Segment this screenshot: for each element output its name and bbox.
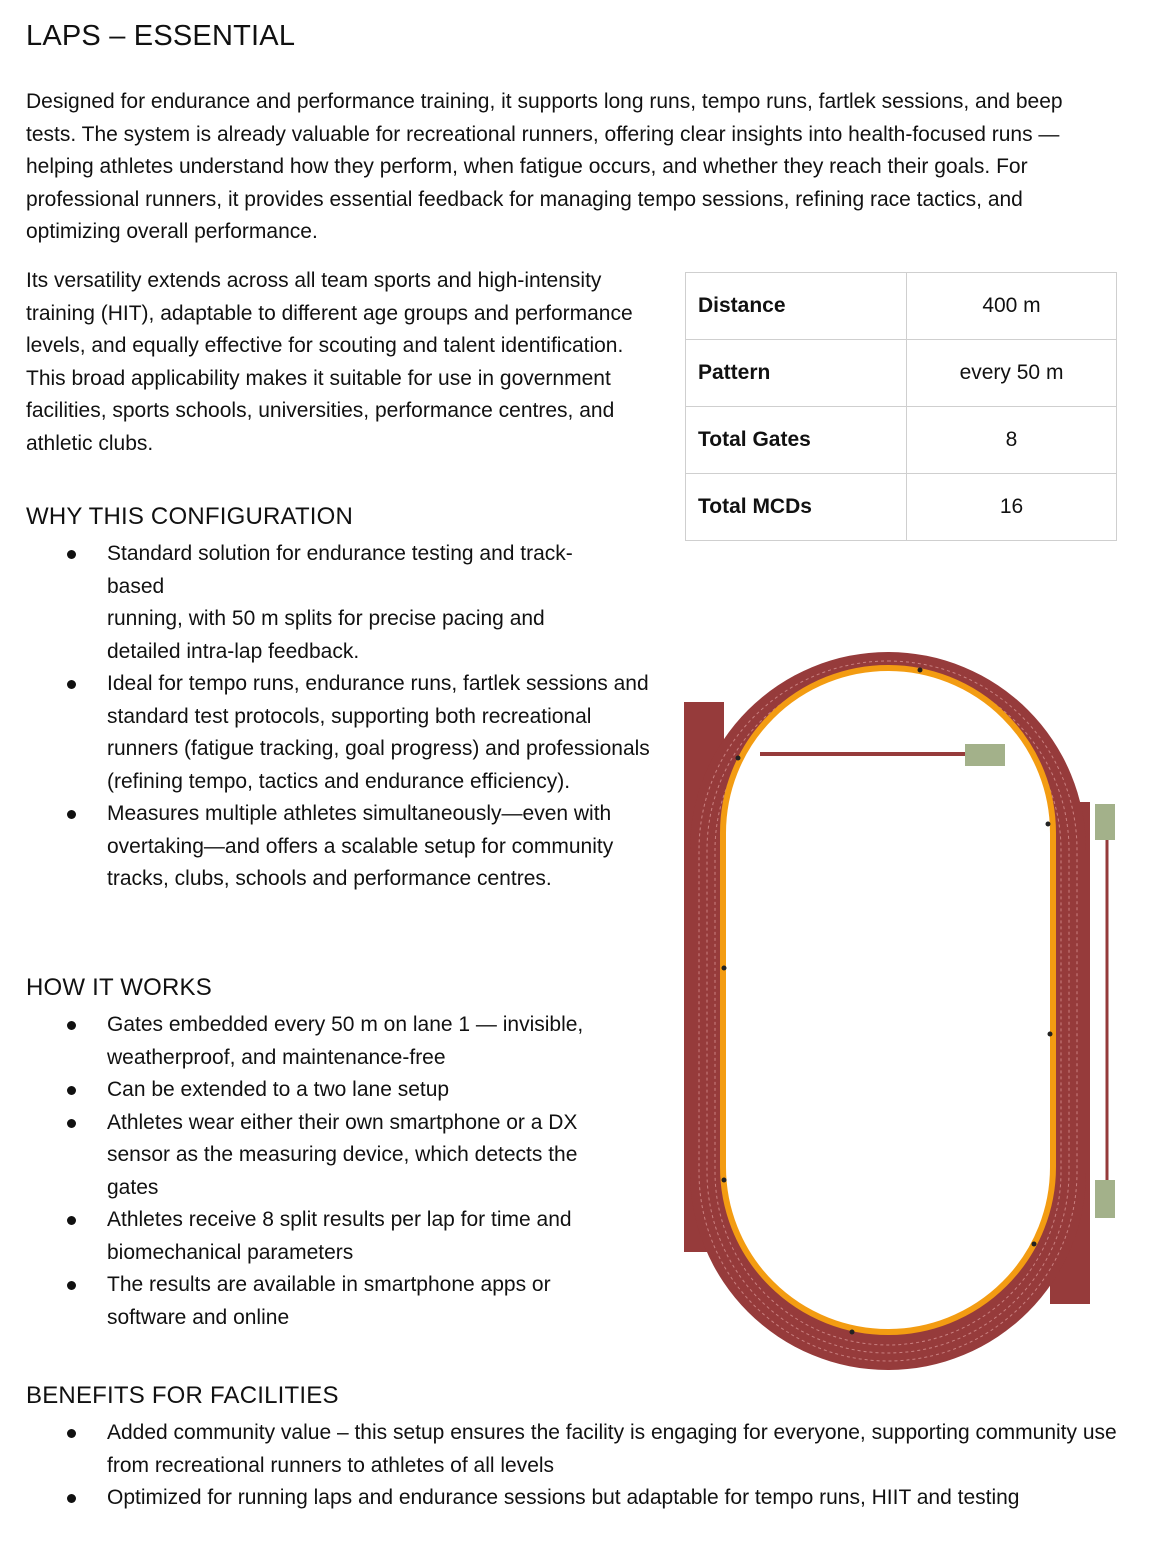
- spec-label: Distance: [686, 273, 907, 340]
- gate-marker: [918, 668, 923, 673]
- list-item: Athletes wear either their own smartphone or a DX sensor as the measuring device, which detects the gates: [26, 1107, 626, 1205]
- gate-marker: [722, 966, 727, 971]
- page-title: LAPS – ESSENTIAL: [26, 20, 296, 52]
- list-item: The results are available in smartphone apps or software and online: [26, 1269, 626, 1334]
- list-item: Athletes receive 8 split results per lap for time and biomechanical parameters: [26, 1204, 626, 1269]
- spec-label: Pattern: [686, 340, 907, 407]
- list-item: Ideal for tempo runs, endurance runs, fartlek sessions and standard test protocols, supporting both recreational runners (fatigue tracking, goal progress) and professionals (refining tempo, tactics and endurance efficiency).: [26, 668, 676, 798]
- spec-value: every 50 m: [907, 340, 1117, 407]
- gate-marker: [850, 1330, 855, 1335]
- list-item: [26, 538, 676, 668]
- field-landing-box: [965, 744, 1005, 766]
- why-list: [26, 538, 676, 896]
- how-heading: HOW IT WORKS: [26, 974, 212, 1001]
- field-landing-box: [1095, 804, 1115, 840]
- benefits-heading: BENEFITS FOR FACILITIES: [26, 1382, 339, 1409]
- list-item: Added community value – this setup ensures the facility is engaging for everyone, supporting community use from recreational runners to athletes of all levels: [26, 1417, 1126, 1482]
- list-item: Optimized for running laps and endurance sessions but adaptable for tempo runs, HIIT and testing: [26, 1482, 1126, 1515]
- list-item: Gates embedded every 50 m on lane 1 — invisible, weatherproof, and maintenance-free: [26, 1009, 626, 1074]
- spec-row-total-gates: [686, 407, 1117, 474]
- how-list: [26, 1009, 626, 1334]
- spec-value: 16: [907, 474, 1117, 541]
- gate-marker: [1046, 822, 1051, 827]
- spec-row-distance: [686, 273, 1117, 340]
- gate-marker: [722, 1178, 727, 1183]
- list-item-text: Standard solution for endurance testing and track-based: [107, 542, 573, 598]
- spec-row-pattern: [686, 340, 1117, 407]
- gate-marker: [1048, 1032, 1053, 1037]
- gate-marker: [1032, 1242, 1037, 1247]
- gate-marker: [736, 756, 741, 761]
- field-landing-box: [1095, 1180, 1115, 1218]
- why-heading: WHY THIS CONFIGURATION: [26, 503, 354, 530]
- spec-value: 8: [907, 407, 1117, 474]
- versatility-paragraph: Its versatility extends across all team sports and high-intensity training (HIT), adaptable to different age groups and performance levels, and equally effective for scouting and talent identification. This broad applicability makes it suitable for use in government facilities, sports schools, universities, performance centres, and athletic clubs.: [26, 269, 633, 455]
- spec-label: Total Gates: [686, 407, 907, 474]
- spec-value: 400 m: [907, 273, 1117, 340]
- list-item: Measures multiple athletes simultaneously—even with overtaking—and offers a scalable setup for community tracks, clubs, schools and performance centres.: [26, 798, 676, 896]
- spec-row-total-mcds: [686, 474, 1117, 541]
- track-infield: [723, 668, 1053, 1332]
- intro-paragraph: Designed for endurance and performance training, it supports long runs, tempo runs, fartlek sessions, and beep tests. The system is already valuable for recreational runners, offering clear insights into health-focused runs — helping athletes understand how they perform, when fatigue occurs, and whether they reach their goals. For professional runners, it provides essential feedback for managing tempo sessions, refining race tactics, and optimizing overall performance.: [26, 90, 1063, 243]
- list-item-text: running, with 50 m splits for precise pacing and detailed intra-lap feedback.: [107, 607, 545, 663]
- spec-table: [685, 272, 1117, 541]
- list-item: Can be extended to a two lane setup: [26, 1074, 626, 1107]
- benefits-list: [26, 1417, 1126, 1515]
- spec-label: Total MCDs: [686, 474, 907, 541]
- track-diagram: [680, 640, 1120, 1380]
- running-track-illustration: [680, 640, 1120, 1380]
